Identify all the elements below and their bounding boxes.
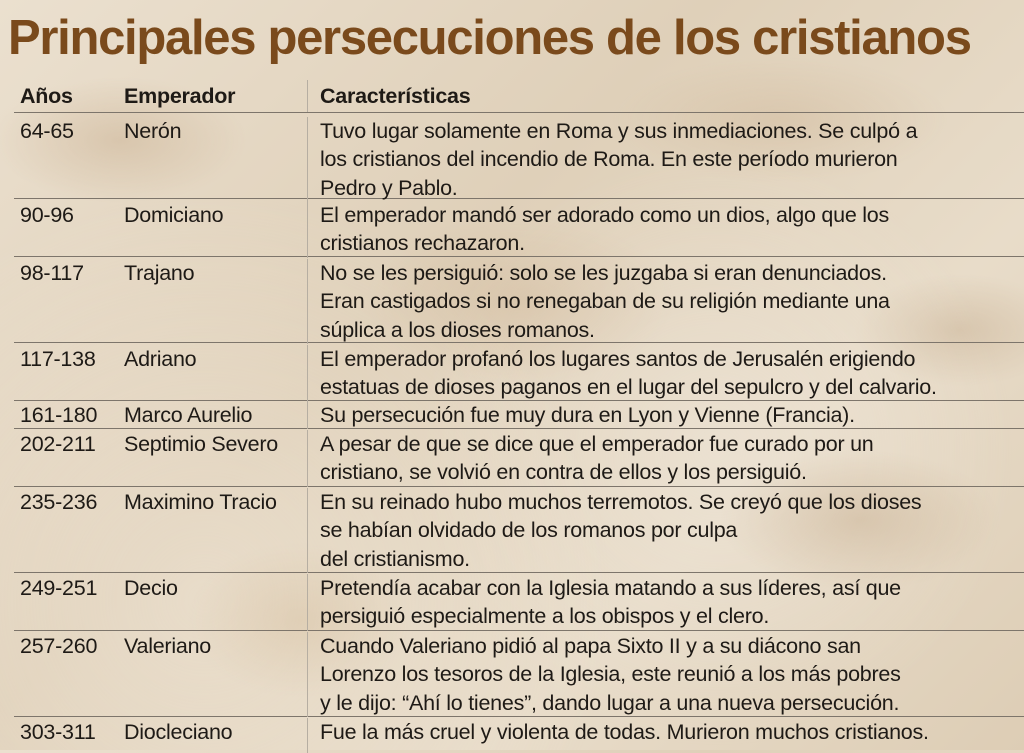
- row-emperor: Adriano: [118, 345, 308, 402]
- row-years: 257-260: [20, 634, 98, 658]
- table-row: [14, 487, 1024, 573]
- row-description: Tuvo lugar solamente en Roma y sus inmediaciones. Se culpó a los cristianos del incendio de Roma. En este período murieron Pedro y Pablo.: [320, 119, 918, 200]
- row-years: 235-236: [20, 490, 98, 514]
- row-years: 202-211: [20, 432, 96, 456]
- row-description: En su reinado hubo muchos terremotos. Se creyó que los dioses se habían olvidado de los romanos por culpa del cristianismo.: [320, 490, 922, 571]
- table-row: [14, 631, 1024, 717]
- row-emperor: Maximino Tracio: [118, 488, 308, 573]
- persecutions-table: [14, 80, 1024, 753]
- header-years: Años: [20, 84, 73, 108]
- row-years: 64-65: [20, 119, 74, 143]
- row-description: Su persecución fue muy dura en Lyon y Vienne (Francia).: [320, 403, 855, 427]
- row-emperor: Nerón: [118, 117, 308, 202]
- row-description: Pretendía acabar con la Iglesia matando a sus líderes, así que persiguió especialmente a los obispos y el clero.: [320, 576, 901, 629]
- page-title: Principales persecuciones de los cristianos: [8, 11, 971, 65]
- table-row: [14, 573, 1024, 631]
- table-row: [14, 717, 1024, 753]
- table-row: [14, 257, 1024, 343]
- row-description: Fue la más cruel y violenta de todas. Murieron muchos cristianos.: [320, 720, 929, 744]
- row-years: 98-117: [20, 261, 84, 285]
- row-emperor: Trajano: [118, 259, 308, 344]
- row-emperor: Septimio Severo: [118, 430, 308, 487]
- row-years: 161-180: [20, 403, 98, 427]
- row-emperor: Decio: [118, 574, 308, 631]
- table-row: [14, 429, 1024, 487]
- row-years: 117-138: [20, 347, 96, 371]
- row-description: No se les persiguió: solo se les juzgaba si eran denunciados. Eran castigados si no renegaban de su religión mediante una súplica a los dioses romanos.: [320, 261, 890, 342]
- header-emperor: Emperador: [118, 80, 308, 112]
- row-description: Cuando Valeriano pidió al papa Sixto II y a su diácono san Lorenzo los tesoros de la Iglesia, este reunió a los más pobres y le dijo: “Ahí lo tienes”, dando lugar a una nueva persecución.: [320, 634, 901, 715]
- row-emperor: Valeriano: [118, 632, 308, 717]
- row-years: 249-251: [20, 576, 98, 600]
- row-emperor: Marco Aurelio: [118, 401, 308, 429]
- table-row: [14, 343, 1024, 401]
- header-characteristics: Características: [320, 84, 471, 108]
- row-description: El emperador profanó los lugares santos de Jerusalén erigiendo estatuas de dioses paganos en el lugar del sepulcro y del calvario.: [320, 347, 937, 400]
- row-emperor: Domiciano: [118, 201, 308, 258]
- table-row: [14, 199, 1024, 257]
- row-description: A pesar de que se dice que el emperador fue curado por un cristiano, se volvió en contra de ellos y los persiguió.: [320, 432, 874, 485]
- row-description: El emperador mandó ser adorado como un dios, algo que los cristianos rechazaron.: [320, 203, 889, 256]
- row-years: 303-311: [20, 720, 96, 744]
- table-row: [14, 113, 1024, 199]
- row-emperor: Diocleciano: [118, 718, 308, 753]
- row-years: 90-96: [20, 203, 74, 227]
- table-header: [14, 80, 1024, 113]
- table-row: [14, 401, 1024, 429]
